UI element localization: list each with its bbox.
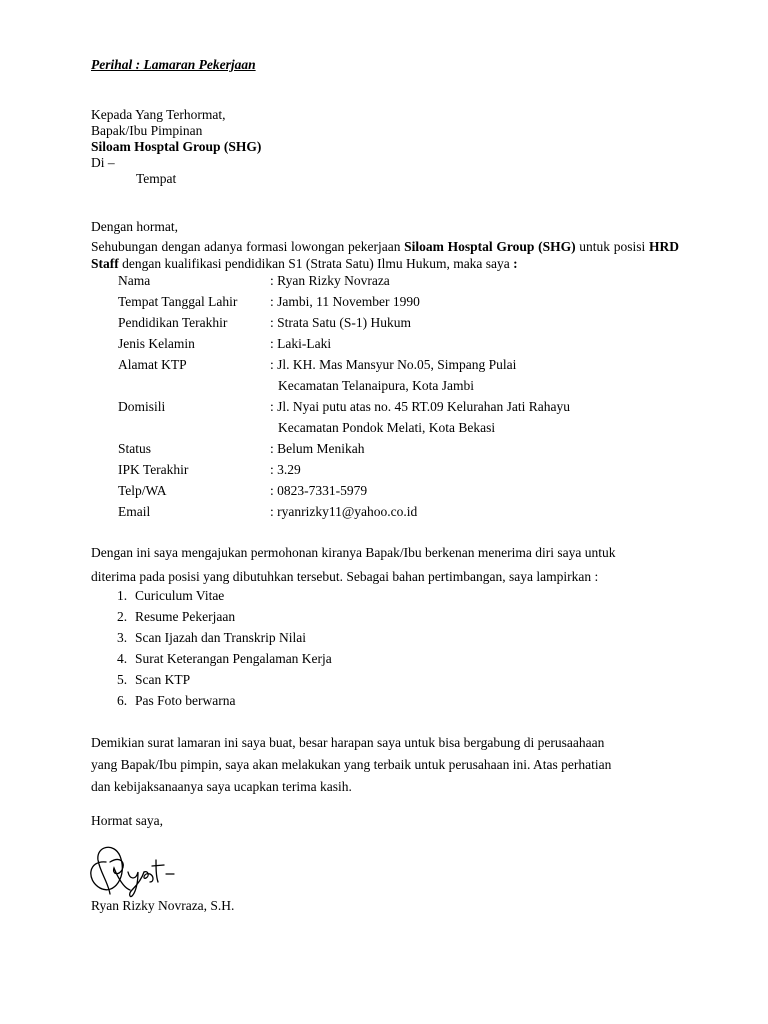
attachment-number: 5. bbox=[117, 672, 128, 687]
recipient-line-2: Bapak/Ibu Pimpinan bbox=[91, 123, 203, 138]
profile-value: : Jl. KH. Mas Mansyur No.05, Simpang Pulai bbox=[270, 357, 517, 372]
recipient-line-1: Kepada Yang Terhormat, bbox=[91, 107, 226, 122]
profile-value: : Ryan Rizky Novraza bbox=[270, 273, 390, 288]
profile-row-gender bbox=[118, 335, 678, 352]
attachment-item bbox=[117, 608, 235, 625]
profile-value: : Jl. Nyai putu atas no. 45 RT.09 Kelurahan Jati Rahayu bbox=[270, 399, 571, 414]
closing-line-3: dan kebijaksanaanya saya ucapkan terima kasih. bbox=[91, 779, 352, 794]
profile-row-status bbox=[118, 440, 678, 457]
profile-value: : Laki-Laki bbox=[270, 336, 332, 351]
request-line-1: Dengan ini saya mengajukan permohonan kiranya Bapak/Ibu berkenan menerima diri saya untuk bbox=[91, 545, 616, 560]
profile-row-email bbox=[118, 503, 678, 520]
attachment-text: Surat Keterangan Pengalaman Kerja bbox=[135, 651, 332, 666]
profile-label: Telp/WA bbox=[118, 483, 167, 498]
signer-name: Ryan Rizky Novraza, S.H. bbox=[91, 898, 235, 913]
request-line-2: diterima pada posisi yang dibutuhkan tersebut. Sebagai bahan pertimbangan, saya lampirkan : bbox=[91, 569, 599, 584]
profile-row-address-cont bbox=[118, 377, 678, 394]
profile-value: : ryanrizky11@yahoo.co.id bbox=[270, 504, 418, 519]
attachment-item bbox=[117, 629, 306, 646]
sign-off: Hormat saya, bbox=[91, 813, 163, 828]
profile-row-education bbox=[118, 314, 678, 331]
intro-position: HRD Staff bbox=[91, 239, 679, 271]
profile-row-gpa bbox=[118, 461, 678, 478]
profile-label: Status bbox=[118, 441, 152, 456]
recipient-line-4: Di – bbox=[91, 155, 115, 170]
attachment-text: Scan KTP bbox=[135, 672, 191, 687]
profile-label: Pendidikan Terakhir bbox=[118, 315, 228, 330]
letter-subject: Perihal : Lamaran Pekerjaan bbox=[91, 57, 256, 72]
attachment-number: 4. bbox=[117, 651, 128, 666]
profile-row-birth bbox=[118, 293, 678, 310]
profile-label: Tempat Tanggal Lahir bbox=[118, 294, 238, 309]
closing-line-1: Demikian surat lamaran ini saya buat, besar harapan saya untuk bisa bergabung di perusaahaan bbox=[91, 735, 605, 750]
attachment-item bbox=[117, 671, 190, 688]
intro-text-2: untuk posisi bbox=[575, 239, 649, 254]
closing-line-2: yang Bapak/Ibu pimpin, saya akan melakukan yang terbaik untuk perusahaan ini. Atas perhatian bbox=[91, 757, 612, 772]
profile-label: IPK Terakhir bbox=[118, 462, 189, 477]
profile-row-domicile-cont bbox=[118, 419, 678, 436]
attachment-number: 1. bbox=[117, 588, 128, 603]
attachment-item bbox=[117, 587, 224, 604]
profile-value-continued: Kecamatan Pondok Melati, Kota Bekasi bbox=[278, 420, 496, 435]
intro-company: Siloam Hosptal Group (SHG) bbox=[404, 239, 576, 254]
intro-text-3: dengan kualifikasi pendidikan S1 (Strata Satu) Ilmu Hukum, maka saya bbox=[118, 256, 514, 271]
attachment-number: 2. bbox=[117, 609, 128, 624]
profile-label: Email bbox=[118, 504, 151, 519]
intro-paragraph bbox=[91, 238, 679, 272]
attachment-text: Scan Ijazah dan Transkrip Nilai bbox=[135, 630, 306, 645]
profile-value: : Strata Satu (S-1) Hukum bbox=[270, 315, 411, 330]
signature-image bbox=[84, 832, 184, 900]
attachment-text: Resume Pekerjaan bbox=[135, 609, 236, 624]
attachment-text: Pas Foto berwarna bbox=[135, 693, 236, 708]
intro-text-1: Sehubungan dengan adanya formasi lowongan pekerjaan bbox=[91, 239, 405, 254]
greeting: Dengan hormat, bbox=[91, 219, 178, 234]
profile-label: Nama bbox=[118, 273, 151, 288]
profile-value: : Belum Menikah bbox=[270, 441, 365, 456]
profile-value: : 0823-7331-5979 bbox=[270, 483, 368, 498]
attachment-item bbox=[117, 692, 235, 709]
attachment-text: Curiculum Vitae bbox=[135, 588, 225, 603]
recipient-line-5: Tempat bbox=[136, 171, 177, 186]
profile-value: : 3.29 bbox=[270, 462, 301, 477]
intro-colon: : bbox=[513, 256, 518, 271]
profile-row-name bbox=[118, 272, 678, 289]
attachment-number: 3. bbox=[117, 630, 128, 645]
profile-label: Domisili bbox=[118, 399, 166, 414]
recipient-company: Siloam Hosptal Group (SHG) bbox=[91, 139, 262, 154]
profile-value: : Jambi, 11 November 1990 bbox=[270, 294, 420, 309]
profile-value-continued: Kecamatan Telanaipura, Kota Jambi bbox=[278, 378, 474, 393]
profile-row-domicile bbox=[118, 398, 678, 415]
profile-label: Alamat KTP bbox=[118, 357, 187, 372]
profile-row-address bbox=[118, 356, 678, 373]
profile-label: Jenis Kelamin bbox=[118, 336, 195, 351]
attachment-item bbox=[117, 650, 332, 667]
profile-row-phone bbox=[118, 482, 678, 499]
attachment-number: 6. bbox=[117, 693, 128, 708]
